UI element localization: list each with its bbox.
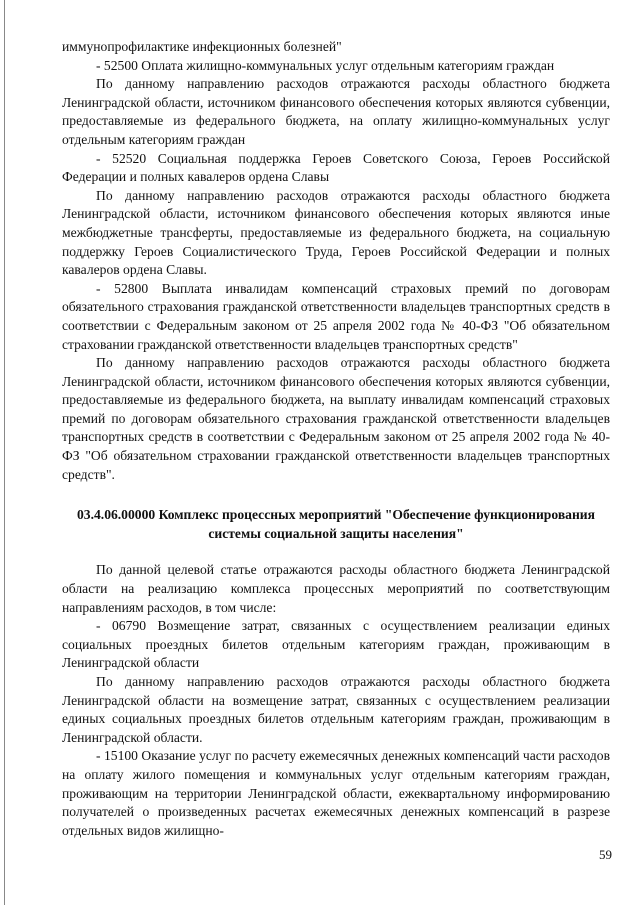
paragraph-11: - 15100 Оказание услуг по расчету ежемесячных денежных компенсаций части расходов на оплату жилого помещения и коммунальных услуг отдельным категориям граждан, проживающим на территории Ленинградской области, ежеквартальному информированию получателей о произведенных расчетах ежемесячных денежных компенсаций в разрезе отдельных видов жилищно- bbox=[62, 748, 610, 838]
paragraph-3: По данному направлению расходов отражаются расходы областного бюджета Ленинградской области, источником финансового обеспечения которых являются субвенции, предоставляемые из федерального бюджета, на оплату жилищно-коммунальных услуг отдельным категориям граждан bbox=[62, 76, 610, 147]
paragraph-4: - 52520 Социальная поддержка Героев Советского Союза, Героев Российской Федерации и полных кавалеров ордена Славы bbox=[62, 150, 610, 185]
scan-edge-line bbox=[4, 0, 5, 905]
paragraph-2: - 52500 Оплата жилищно-коммунальных услуг отдельным категориям граждан bbox=[96, 57, 555, 73]
page-number: 59 bbox=[599, 847, 612, 862]
paragraph-9: - 06790 Возмещение затрат, связанных с осуществлением реализации единых социальных проездных билетов отдельным категориям граждан, проживающим в Ленинградской области bbox=[62, 618, 610, 671]
paragraph-5: По данному направлению расходов отражаются расходы областного бюджета Ленинградской области, источником финансового обеспечения которых являются иные межбюджетные трансферты, предоставляемые из федерального бюджета, на социальную поддержку Героев Социалистического Труда, Героев Российской Федерации и полных кавалеров ордена Славы. bbox=[62, 187, 610, 278]
document-body bbox=[62, 38, 610, 840]
paragraph-1: иммунопрофилактике инфекционных болезней" bbox=[62, 39, 342, 54]
paragraph-6: - 52800 Выплата инвалидам компенсаций страховых премий по договорам обязательного страхования гражданской ответственности владельцев транспортных средств в соответствии с Федеральным законом от 25 апреля 2002 года № 40-ФЗ "Об обязательном страховании гражданской ответственности владельцев транспортных средств" bbox=[62, 280, 610, 352]
section-heading: 03.4.06.00000 Комплекс процессных мероприятий "Обеспечение функционирования системы социальной защиты населения" bbox=[77, 507, 595, 541]
paragraph-8: По данной целевой статье отражаются расходы областного бюджета Ленинградской области на реализацию комплекса процессных мероприятий по соответствующим направлениям расходов, в том числе: bbox=[62, 562, 610, 615]
paragraph-7: По данному направлению расходов отражаются расходы областного бюджета Ленинградской области, источником финансового обеспечения которых являются субвенции, предоставляемые из федерального бюджета, на выплату инвалидам компенсаций страховых премий по договорам обязательного страхования гражданской ответственности владельцев транспортных средств в соответствии с Федеральным законом от 25 апреля 2002 года № 40-ФЗ "Об обязательном страховании гражданской ответственности владельцев транспортных средств". bbox=[62, 355, 610, 482]
paragraph-10: По данному направлению расходов отражаются расходы областного бюджета Ленинградской области на возмещение затрат, связанных с осуществлением реализации единых социальных проездных билетов отдельным категориям граждан, проживающим в Ленинградской области. bbox=[62, 674, 610, 745]
